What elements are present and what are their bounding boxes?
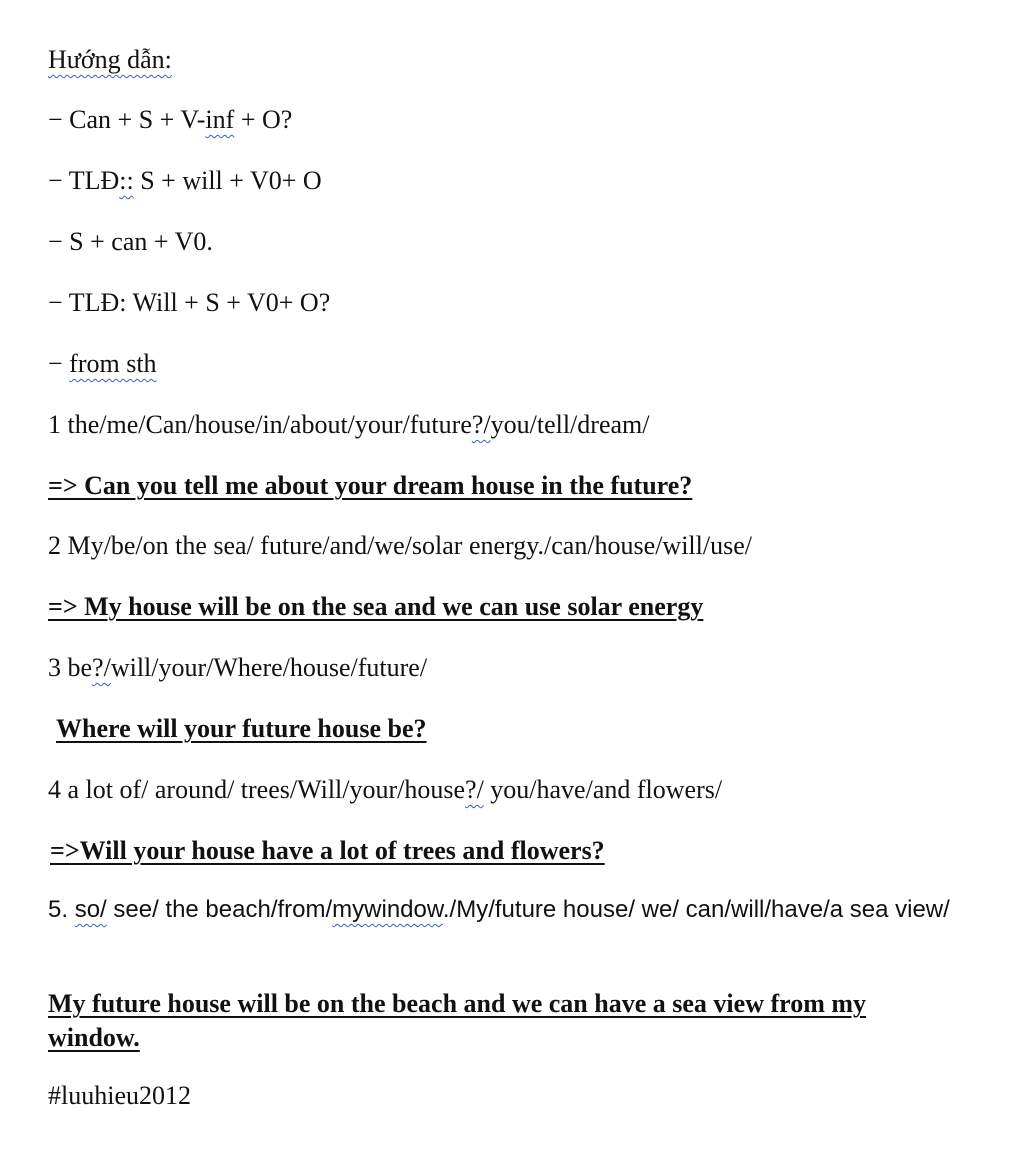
exercise-3-answer: Where will your future house be? — [56, 714, 427, 743]
guide-title-text: Hướng dẫn: — [48, 45, 172, 74]
exercise-5-answer: My future house will be on the beach and we can have a sea view from my window. — [48, 989, 867, 1052]
exercise-5-question: 5. so/ see/ the beach/from/mywindow./My/future house/ we/ can/will/have/a sea view/ — [48, 896, 950, 923]
exercise-1-answer: => Can you tell me about your dream house in the future? — [48, 471, 693, 500]
exercise-4-answer: =>Will your house have a lot of trees and flowers? — [50, 836, 605, 865]
guide-item-4: − TLĐ: Will + S + V0+ O? — [48, 288, 331, 317]
exercise-3-question: 3 be?/will/your/Where/house/future/ — [48, 653, 428, 682]
author-hashtag: #luuhieu2012 — [48, 1081, 191, 1110]
exercise-1-question: 1 the/me/Can/house/in/about/your/future?/you/tell/dream/ — [48, 410, 650, 439]
exercise-2-answer: => My house will be on the sea and we can use solar energy — [48, 592, 704, 621]
guide-item-5: − from sth — [48, 349, 157, 378]
guide-title — [48, 44, 172, 76]
guide-item-3: − S + can + V0. — [48, 227, 213, 256]
guide-item-2: − TLĐ:: S + will + V0+ O — [48, 166, 322, 195]
guide-item-1: − Can + S + V-inf + O? — [48, 105, 293, 134]
exercise-4-question: 4 a lot of/ around/ trees/Will/your/house?/ you/have/and flowers/ — [48, 775, 723, 804]
exercise-2-question: 2 My/be/on the sea/ future/and/we/solar energy./can/house/will/use/ — [48, 531, 752, 560]
